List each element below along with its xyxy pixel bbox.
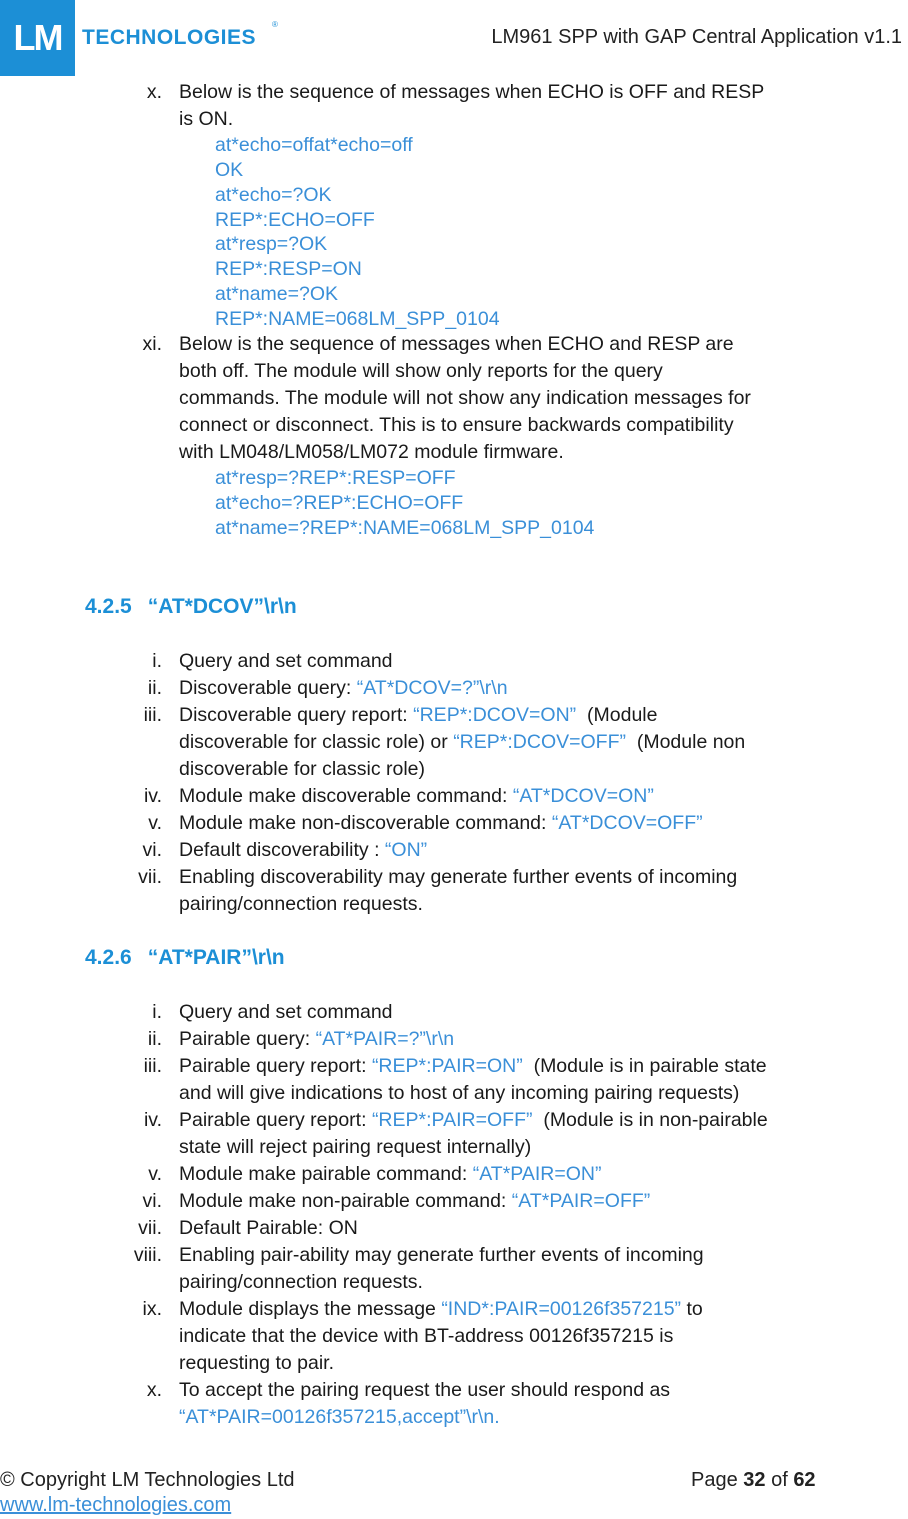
list-number: ii.: [147, 677, 162, 699]
list-text: and will give indications to host of any incoming pairing requests): [179, 1082, 740, 1104]
section-heading-pair: [85, 946, 285, 970]
list-text: Enabling discoverability may generate further events of incoming: [179, 866, 738, 888]
list-text: Module make non-discoverable command: “AT*DCOV=OFF”: [179, 812, 703, 834]
section-heading-dcov: [85, 595, 297, 619]
list-text: both off. The module will show only reports for the query: [179, 360, 663, 382]
command-string: “REP*:PAIR=OFF”: [371, 1109, 533, 1131]
list-text: Below is the sequence of messages when ECHO is OFF and RESP: [179, 81, 765, 103]
section-title: “AT*PAIR”\r\n: [147, 946, 285, 969]
list-text: Pairable query report: “REP*:PAIR=OFF” (Module is in non-pairable: [179, 1109, 768, 1131]
command-string: “REP*:PAIR=ON”: [371, 1055, 523, 1077]
document-title: LM961 SPP with GAP Central Application v1.1: [491, 26, 902, 48]
list-number: i.: [152, 650, 162, 672]
command-string: “ON”: [384, 839, 428, 861]
list-text: Module make discoverable command: “AT*DCOV=ON”: [179, 785, 654, 807]
code-line: at*resp=?REP*:RESP=OFF: [215, 467, 456, 489]
command-string: “AT*PAIR=?”\r\n: [315, 1028, 455, 1050]
current-page: 32: [743, 1469, 766, 1491]
list-number: ii.: [147, 1028, 162, 1050]
section-number: 4.2.6: [85, 946, 132, 969]
code-line: at*echo=offat*echo=off: [215, 134, 413, 156]
section-title: “AT*DCOV”\r\n: [147, 595, 297, 618]
list-number: iv.: [143, 785, 162, 807]
list-text: Enabling pair-ability may generate further events of incoming: [179, 1244, 704, 1266]
list-text: Default Pairable: ON: [179, 1217, 358, 1239]
footer-copyright: © Copyright LM Technologies Ltd: [0, 1469, 295, 1491]
logo-wordmark: TECHNOLOGIES: [82, 26, 257, 49]
list-text: To accept the pairing request the user should respond as: [179, 1379, 671, 1401]
list-text: Query and set command: [179, 650, 393, 672]
list-number: v.: [148, 812, 162, 834]
section-number: 4.2.5: [85, 595, 132, 618]
list-text: discoverable for classic role): [179, 758, 426, 780]
list-text: connect or disconnect. This is to ensure backwards compatibility: [179, 414, 734, 436]
command-string: “AT*DCOV=?”\r\n: [356, 677, 508, 699]
list-number: x.: [146, 1379, 162, 1401]
command-string: “AT*PAIR=00126f357215,accept”\r\n.: [179, 1406, 500, 1428]
command-string: “AT*PAIR=ON”: [472, 1163, 602, 1185]
list-text: Pairable query: “AT*PAIR=?”\r\n: [179, 1028, 455, 1050]
list-number: xi.: [142, 333, 162, 355]
list-number: vi.: [142, 1190, 162, 1212]
command-string: “AT*DCOV=ON”: [512, 785, 654, 807]
list-text: Default discoverability : “ON”: [179, 839, 428, 861]
list-text: Module make pairable command: “AT*PAIR=ON”: [179, 1163, 602, 1185]
list-number: vi.: [142, 839, 162, 861]
logo-registered-mark: ®: [272, 20, 278, 29]
code-line: OK: [215, 159, 244, 181]
footer-website-link[interactable]: www.lm-technologies.com: [0, 1494, 232, 1516]
list-text: Module make non-pairable command: “AT*PAIR=OFF”: [179, 1190, 651, 1212]
list-text: commands. The module will not show any indication messages for: [179, 387, 751, 409]
list-number: i.: [152, 1001, 162, 1023]
list-number: vii.: [138, 866, 162, 888]
command-string: “REP*:DCOV=ON”: [413, 704, 577, 726]
logo-mark: LM: [0, 0, 75, 76]
command-string: “AT*DCOV=OFF”: [551, 812, 703, 834]
command-string: “IND*:PAIR=00126f357215”: [441, 1298, 682, 1320]
list-text: Module displays the message “IND*:PAIR=00126f357215” to: [179, 1298, 703, 1320]
list-text: pairing/connection requests.: [179, 893, 423, 915]
list-number: v.: [148, 1163, 162, 1185]
code-line: REP*:RESP=ON: [215, 258, 362, 280]
list-text: is ON.: [179, 108, 234, 130]
code-line: at*echo=?REP*:ECHO=OFF: [215, 492, 464, 514]
list-text: indicate that the device with BT-address 00126f357215 is: [179, 1325, 674, 1347]
list-text: Pairable query report: “REP*:PAIR=ON” (Module is in pairable state: [179, 1055, 767, 1077]
total-pages: 62: [793, 1469, 816, 1491]
list-text: Query and set command: [179, 1001, 393, 1023]
list-number: ix.: [142, 1298, 162, 1320]
list-number: iii.: [143, 1055, 162, 1077]
list-text: state will reject pairing request internally): [179, 1136, 532, 1158]
list-text: with LM048/LM058/LM072 module firmware.: [179, 441, 564, 463]
list-text: Below is the sequence of messages when ECHO and RESP are: [179, 333, 734, 355]
list-number: iii.: [143, 704, 162, 726]
list-text: Discoverable query: “AT*DCOV=?”\r\n: [179, 677, 508, 699]
list-text: requesting to pair.: [179, 1352, 335, 1374]
page-number: Page 32 of 62: [691, 1469, 816, 1491]
code-line: at*name=?OK: [215, 283, 339, 305]
code-line: at*resp=?OK: [215, 233, 328, 255]
list-text: Discoverable query report: “REP*:DCOV=ON” (Module: [179, 704, 658, 726]
code-line: at*echo=?OK: [215, 184, 332, 206]
code-line: REP*:ECHO=OFF: [215, 209, 375, 231]
list-number: vii.: [138, 1217, 162, 1239]
command-string: “AT*PAIR=OFF”: [511, 1190, 651, 1212]
code-line: at*name=?REP*:NAME=068LM_SPP_0104: [215, 517, 595, 539]
list-text: discoverable for classic role) or “REP*:DCOV=OFF” (Module non: [179, 731, 746, 753]
list-text: pairing/connection requests.: [179, 1271, 423, 1293]
command-string: “REP*:DCOV=OFF”: [453, 731, 626, 753]
code-line: REP*:NAME=068LM_SPP_0104: [215, 308, 500, 330]
list-number: iv.: [143, 1109, 162, 1131]
list-number: x.: [146, 81, 162, 103]
list-number: viii.: [133, 1244, 162, 1266]
